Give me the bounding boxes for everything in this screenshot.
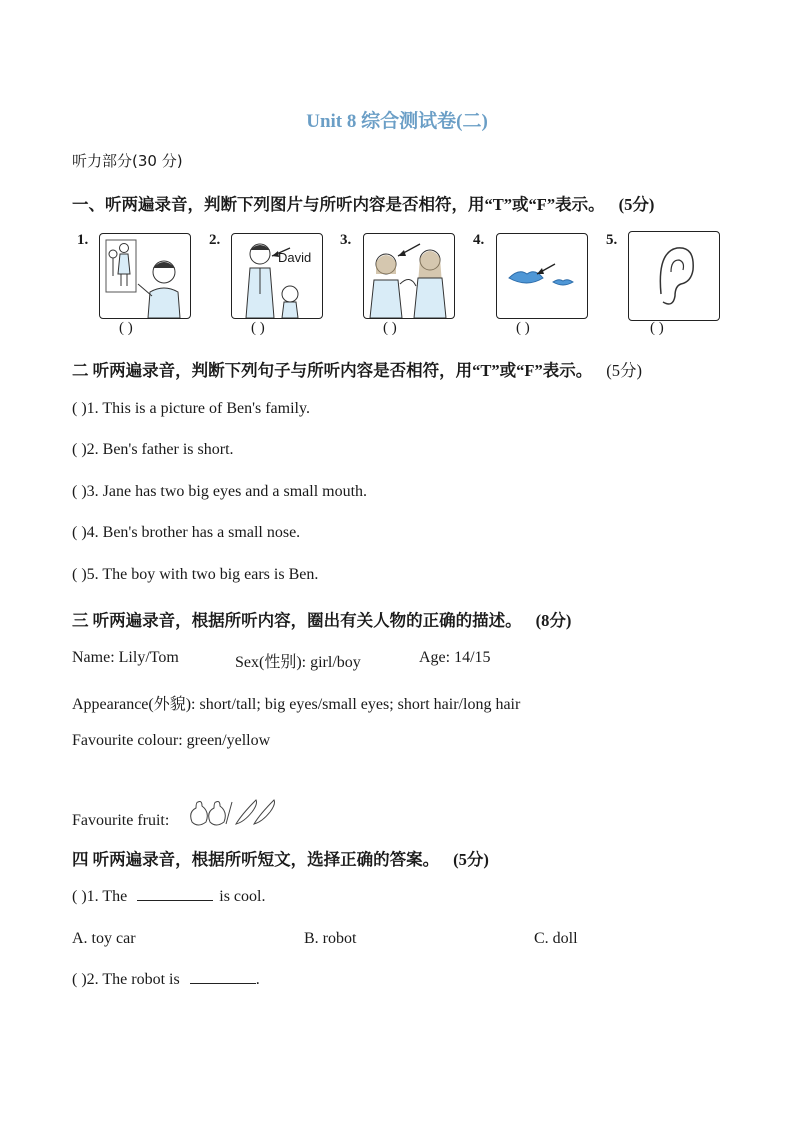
listening-part-label: 听力部分(30 分) <box>72 152 183 170</box>
tf-answer-blank[interactable]: ( ) <box>72 483 87 500</box>
tf-answer-blank[interactable]: ( ) <box>72 524 87 541</box>
tf-item-3: ( )3. Jane has two big eyes and a small mouth. <box>72 483 368 500</box>
appearance-choice[interactable]: Appearance(外貌): short/tall; big eyes/small eyes; short hair/long hair <box>72 696 521 713</box>
tall-man-boy-illustration <box>232 234 322 318</box>
item5-answer-blank[interactable]: ( ) <box>650 320 664 336</box>
fill-blank[interactable] <box>137 888 213 901</box>
tf-answer-blank[interactable]: ( ) <box>72 400 87 417</box>
picture-3-two-girls <box>363 233 455 319</box>
item4-number: 4. <box>473 232 485 248</box>
option-c[interactable]: C. doll <box>534 930 578 947</box>
option-b[interactable]: B. robot <box>304 930 357 947</box>
tf-item-2: ( )2. Ben's father is short. <box>72 441 234 458</box>
sex-choice[interactable]: Sex(性别): girl/boy <box>235 654 361 671</box>
item2-number: 2. <box>209 232 221 248</box>
page-title: Unit 8 综合测试卷(二) <box>306 111 488 132</box>
item4-answer-blank[interactable]: ( ) <box>516 320 530 336</box>
lips-icon <box>497 234 587 318</box>
picture-4-mouth <box>496 233 588 319</box>
item1-answer-blank[interactable]: ( ) <box>119 320 133 336</box>
pear-banana-icon <box>186 796 278 828</box>
mc-answer-blank[interactable]: ( ) <box>72 888 87 905</box>
ear-icon <box>629 232 719 320</box>
section3-heading: 三 听两遍录音，根据所听内容，圈出有关人物的正确的描述。 (8分) <box>72 611 572 630</box>
item1-number: 1. <box>77 232 89 248</box>
section2-heading: 二 听两遍录音，判断下列句子与所听内容是否相符，用“T”或“F”表示。 (5分) <box>72 361 642 380</box>
tf-item-5: ( )5. The boy with two big ears is Ben. <box>72 566 319 583</box>
mc-answer-blank[interactable]: ( ) <box>72 971 87 988</box>
colour-choice[interactable]: Favourite colour: green/yellow <box>72 732 271 749</box>
item3-number: 3. <box>340 232 352 248</box>
tf-item-4: ( )4. Ben's brother has a small nose. <box>72 524 301 541</box>
name-choice[interactable]: Name: Lily/Tom <box>72 649 179 666</box>
item5-number: 5. <box>606 232 618 248</box>
picture-5-ear <box>628 231 720 321</box>
picture-1-family <box>99 233 191 319</box>
section1-heading: 一、听两遍录音，判断下列图片与所听内容是否相符，用“T”或“F”表示。 (5分) <box>72 195 655 214</box>
tf-answer-blank[interactable]: ( ) <box>72 441 87 458</box>
fruit-choice[interactable] <box>186 796 278 833</box>
age-choice[interactable]: Age: 14/15 <box>419 649 491 666</box>
tf-item-1: ( )1. This is a picture of Ben's family. <box>72 400 310 417</box>
picture-2-david <box>231 233 323 319</box>
section4-heading: 四 听两遍录音，根据所听短文，选择正确的答案。 (5分) <box>72 850 489 869</box>
david-label: David <box>278 250 312 265</box>
mc-question-1: ( )1. The is cool. <box>72 888 266 905</box>
mc-question-2: ( )2. The robot is . <box>72 971 260 988</box>
option-a[interactable]: A. toy car <box>72 930 136 947</box>
tf-answer-blank[interactable]: ( ) <box>72 566 87 583</box>
two-girls-illustration <box>364 234 454 318</box>
item3-answer-blank[interactable]: ( ) <box>383 320 397 336</box>
fill-blank[interactable] <box>190 971 256 984</box>
family-illustration <box>100 234 190 318</box>
item2-answer-blank[interactable]: ( ) <box>251 320 265 336</box>
fruit-label: Favourite fruit: <box>72 812 170 829</box>
